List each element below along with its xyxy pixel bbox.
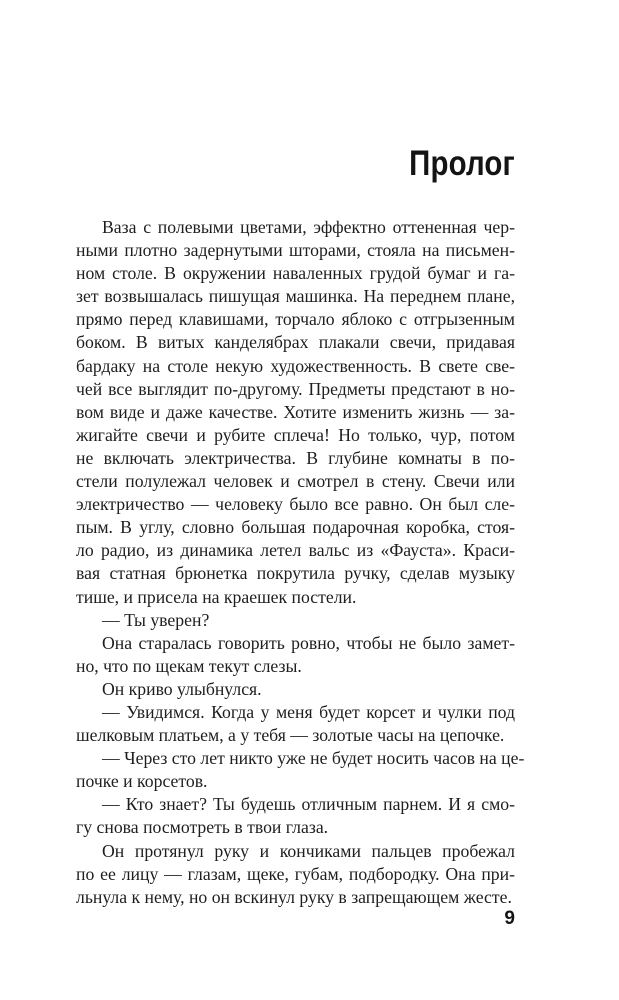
text-line: ными плотно задернутыми шторами, стояла на письмен- (76, 240, 515, 261)
text-line: Ваза с полевыми цветами, эффектно оттененная чер- (102, 217, 515, 237)
page-number: 9 (504, 908, 515, 929)
text-line: не включать электричества. В глубине комнаты в по- (76, 447, 515, 468)
text-line: Он криво улыбнулся. (102, 678, 262, 699)
text-line: боком. В витых канделябрах плакали свечи, придавая (76, 332, 515, 353)
text-line: гу снова посмотреть в твои глаза. (76, 817, 329, 838)
text-line: чей все выглядит по-другому. Предметы предстают в но- (76, 378, 515, 399)
text-line: — Кто знает? Ты будешь отличным парнем. И я смо- (102, 794, 515, 815)
text-line: вая статная брюнетка покрутила ручку, сделав музыку (76, 563, 515, 584)
text-line: — Через сто лет никто уже не будет носить часов на це- (102, 748, 525, 769)
text-line: — Увидимся. Когда у меня будет корсет и чулки под (102, 701, 515, 722)
text-line: Он протянул руку и кончиками пальцев пробежал (102, 840, 515, 861)
text-line: почке и корсетов. (76, 771, 208, 792)
text-line: стели полулежал человек и смотрел в стену. Свечи или (76, 471, 515, 492)
text-line: тише, и присела на краешек постели. (76, 586, 357, 607)
text-line: бардаку на столе некую художественность. В свете све- (76, 355, 515, 376)
text-line: зет возвышалась пишущая машинка. На переднем плане, (76, 286, 515, 307)
text-line: шелковым платьем, а у тебя — золотые часы на цепочке. (76, 725, 505, 746)
text-line: ло радио, из динамика летел вальс из «Фауста». Краси- (76, 540, 515, 561)
text-line: льнула к нему, но он вскинул руку в запрещающем жесте. (76, 886, 512, 907)
chapter-title: Пролог (409, 144, 515, 183)
text-line: но, что по щекам текут слезы. (76, 655, 302, 676)
text-line: прямо перед клавишами, торчало яблоко с отгрызенным (76, 309, 515, 330)
text-line: — Ты уверен? (102, 609, 210, 630)
text-line: жигайте свечи и рубите сплеча! Но только, чур, потом (76, 424, 515, 445)
text-line: пым. В углу, словно большая подарочная коробка, стоя- (76, 517, 515, 538)
body-text (76, 216, 525, 909)
text-line: Она старалась говорить ровно, чтобы не было замет- (102, 632, 515, 653)
text-line: вом виде и даже качестве. Хотите изменить жизнь — за- (76, 401, 515, 422)
text-line: электричество — человеку было все равно. Он был сле- (76, 494, 515, 515)
text-line: ном столе. В окружении наваленных грудой бумаг и га- (76, 263, 515, 284)
text-line: по ее лицу — глазам, щеке, губам, подбородку. Она при- (76, 863, 515, 884)
